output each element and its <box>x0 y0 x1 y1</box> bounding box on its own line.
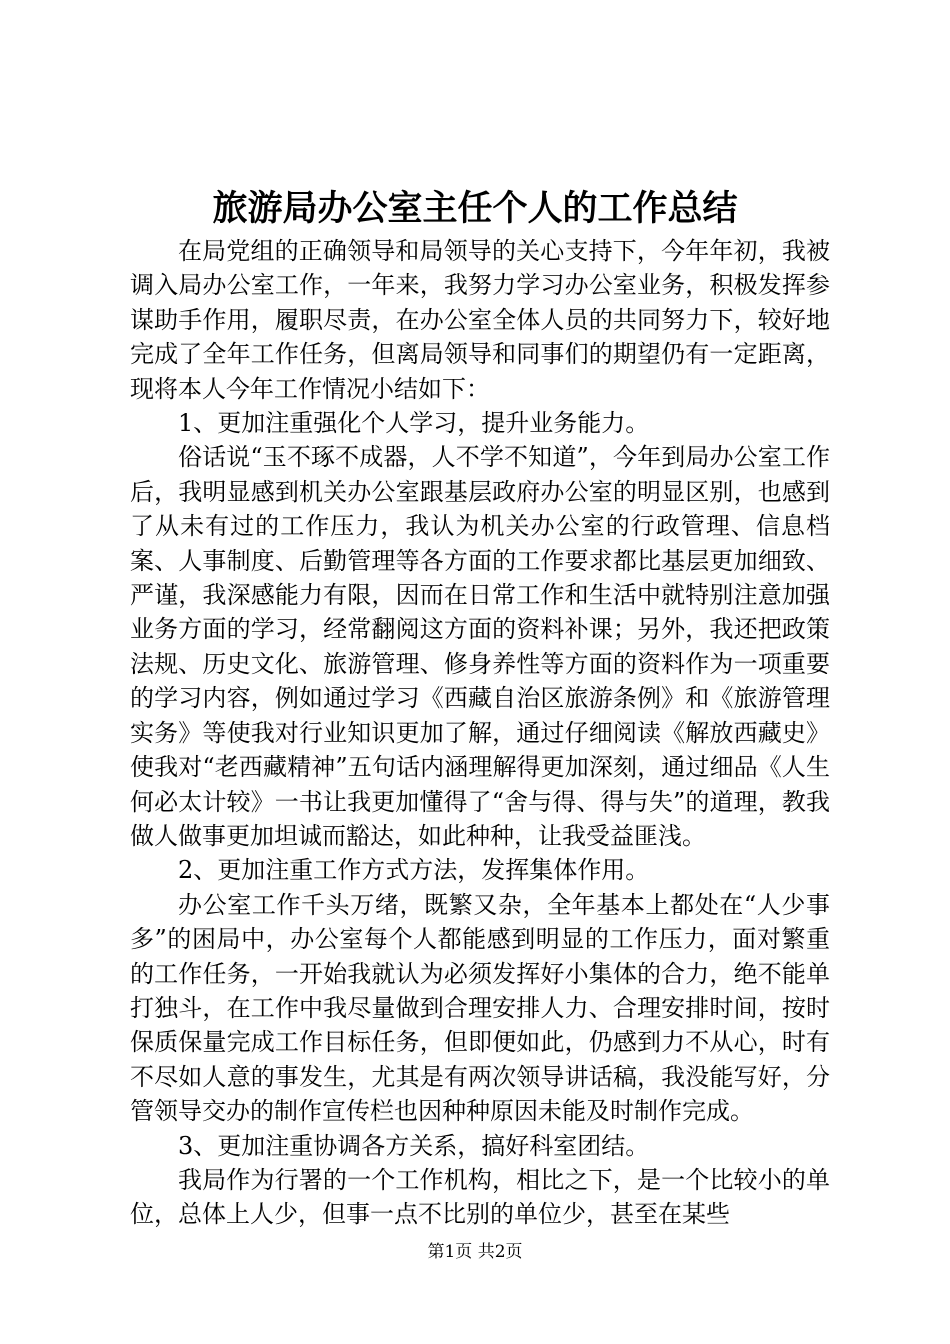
paragraph-coordination: 我局作为行署的一个工作机构，相比之下，是一个比较小的单位，总体上人少，但事一点不比别的单位少，甚至在某些 <box>130 1165 830 1229</box>
document-body <box>130 234 830 1232</box>
document-title: 旅游局办公室主任个人的工作总结 <box>212 188 738 229</box>
paragraph-intro: 在局党组的正确领导和局领导的关心支持下，今年年初，我被调入局办公室工作，一年来，我努力学习办公室业务，积极发挥参谋助手作用，履职尽责，在办公室全体人员的共同努力下，较好地完成了全年工作任务，但离局领导和同事们的期望仍有一定距离，现将本人今年工作情况小结如下： <box>130 237 830 403</box>
paragraph-methods: 办公室工作千头万绪，既繁又杂，全年基本上都处在“人少事多”的困局中，办公室每个人都能感到明显的工作压力，面对繁重的工作任务，一开始我就认为必须发挥好小集体的合力，绝不能单打独斗，在工作中我尽量做到合理安排人力、合理安排时间，按时保质保量完成工作目标任务，但即便如此，仍感到力不从心，时有不尽如人意的事发生，尤其是有两次领导讲话稿，我没能写好，分管领导交办的制作宣传栏也因种种原因未能及时制作完成。 <box>130 890 830 1126</box>
section-heading-1: 1、更加注重强化个人学习，提升业务能力。 <box>178 409 650 438</box>
section-heading-2: 2、更加注重工作方式方法，发挥集体作用。 <box>178 856 650 885</box>
section-heading-3: 3、更加注重协调各方关系，搞好科室团结。 <box>178 1131 650 1160</box>
page-number-footer: 第1页 共2页 <box>427 1242 523 1262</box>
paragraph-study: 俗话说“玉不琢不成器，人不学不知道”，今年到局办公室工作后，我明显感到机关办公室跟基层政府办公室的明显区别，也感到了从未有过的工作压力，我认为机关办公室的行政管理、信息档案、人事制度、后勤管理等各方面的工作要求都比基层更加细致、严谨，我深感能力有限，因而在日常工作和生活中就特别注意加强业务方面的学习，经常翻阅这方面的资料补课；另外，我还把政策法规、历史文化、旅游管理、修身养性等方面的资料作为一项重要的学习内容，例如通过学习《西藏自治区旅游条例》和《旅游管理实务》等使我对行业知识更加了解，通过仔细阅读《解放西藏史》使我对“老西藏精神”五句话内涵理解得更加深刻，通过细品《人生何必太计较》一书让我更加懂得了“舍与得、得与失”的道理，教我做人做事更加坦诚而豁达，如此种种，让我受益匪浅。 <box>130 443 830 850</box>
